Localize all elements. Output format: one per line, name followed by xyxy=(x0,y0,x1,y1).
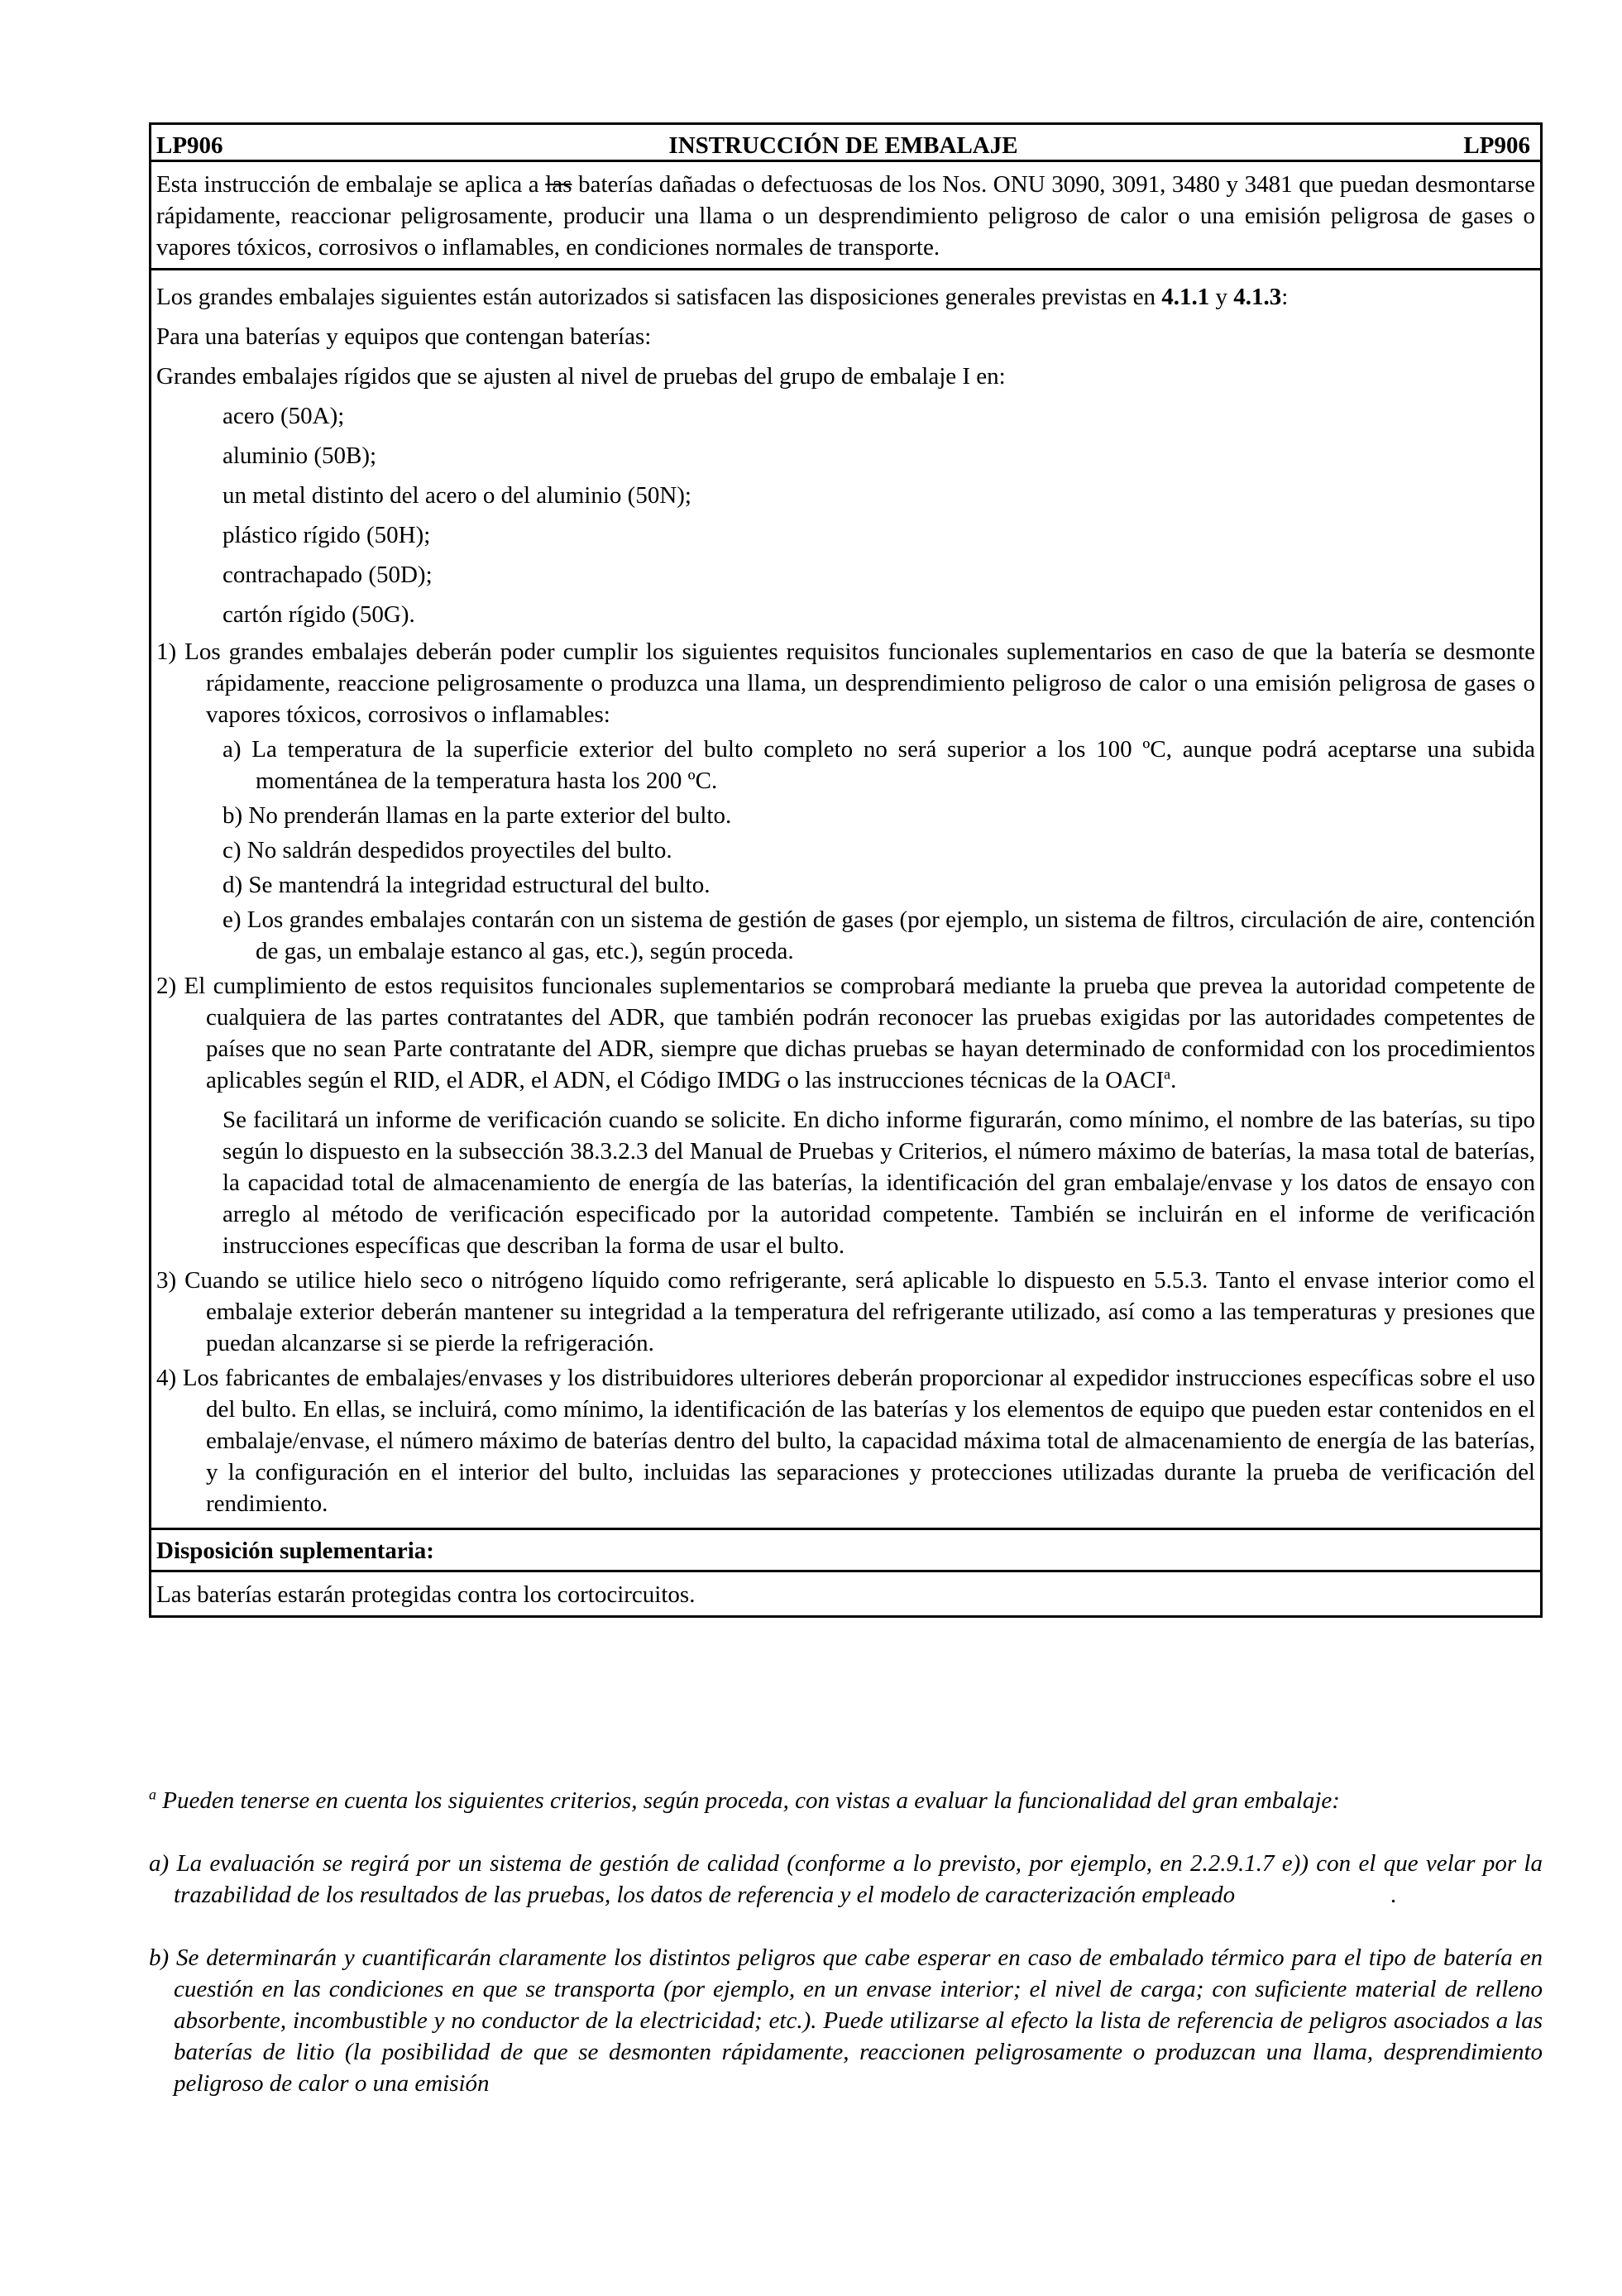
requirement-1: 1) Los grandes embalajes deberán poder cumplir los siguientes requisitos funcionales suplementarios en caso de que la batería se desmonte rápidamente, reaccione peligrosamente o produzca una llama, un desprendimiento peligroso de calor o una emisión peligrosa de gases o vapores tóxicos, corrosivos o inflamables: xyxy=(156,639,1535,728)
material-item: cartón rígido (50G). xyxy=(222,601,415,628)
code-left: LP906 xyxy=(156,132,223,159)
verification-report: Se facilitará un informe de verificación cuando se solicite. En dicho informe figurarán, como mínimo, el nombre de las baterías, su tipo según lo dispuesto en la subsección 38.3.2.3 del Manual de Pruebas y Criterios, el número máximo de baterías, la masa total de baterías, la capacidad total de almacenamiento de energía de las baterías, la identificación del gran embalaje/envase y los datos de ensayo con arreglo al método de verificación especificado por la autoridad competente. También se incluirán en el informe de verificación instrucciones específicas que describan la forma de usar el bulto. xyxy=(222,1107,1535,1259)
auth-pre: Los grandes embalajes siguientes están autorizados si satisfacen las disposiciones generales previstas en xyxy=(156,284,1162,310)
requirement-2 xyxy=(156,969,1535,1098)
requirement-4: 4) Los fabricantes de embalajes/envases y los distribuidores ulteriores deberán proporcionar al expedidor instrucciones específicas sobre el uso del bulto. En ellas, se incluirá, como mínimo, la identificación de las baterías y los elementos de equipo que pueden estar contenidos en el embalaje/envase, el número máximo de baterías dentro del bulto, la capacidad máxima total de almacenamiento de energía de las baterías, y la configuración en el interior del bulto, incluidas las separaciones y protecciones utilizadas durante la prueba de verificación del rendimiento. xyxy=(156,1365,1535,1517)
supplementary-text: Las baterías estarán protegidas contra los cortocircuitos. xyxy=(156,1581,696,1608)
scope-pre: Esta instrucción de embalaje se aplica a xyxy=(156,171,546,198)
packing-instruction-table xyxy=(149,122,1543,1618)
footnote-intro-text: Pueden tenerse en cuenta los siguientes criterios, según proceda, con vistas a evaluar la funcionalidad del gran embalaje: xyxy=(156,1787,1340,1814)
auth-ref-2: 4.1.3 xyxy=(1233,284,1282,310)
authorized-paragraph xyxy=(156,277,1535,317)
auth-post: : xyxy=(1281,284,1289,310)
requirement-1-item: d) Se mantendrá la integridad estructural del bulto. xyxy=(222,872,711,898)
requirement-2-end: . xyxy=(1170,1067,1177,1093)
material-item: un metal distinto del acero o del aluminio (50N); xyxy=(222,482,691,509)
material-item: plástico rígido (50H); xyxy=(222,522,431,548)
instruction-body xyxy=(151,270,1540,1528)
requirement-1-item: b) No prenderán llamas en la parte exterior del bulto. xyxy=(222,802,732,829)
requirement-1-item: a) La temperatura de la superficie exterior del bulto completo no será superior a los 100 ºC, aunque podrá aceptarse una subida momentánea de la temperatura hasta los 200 ºC. xyxy=(222,736,1535,794)
requirement-2-text: 2) El cumplimiento de estos requisitos funcionales suplementarios se comprobará mediante la prueba que prevea la autoridad competente de cualquiera de las partes contratantes del ADR, que también podrán reconocer las pruebas exigidas por las autoridades competentes de países que no sean Parte contratante del ADR, siempre que dichas pruebas se hayan determinado de conformidad con los procedimientos aplicables según el RID, el ADR, el ADN, el Código IMDG o las instrucciones técnicas de la OACI xyxy=(156,973,1535,1093)
material-item: acero (50A); xyxy=(222,403,345,429)
footnote-ref: a xyxy=(1164,1065,1171,1083)
table-header xyxy=(151,125,1540,160)
material-item: contrachapado (50D); xyxy=(222,562,433,588)
footnotes xyxy=(149,1785,1549,2131)
for-batteries-line: Para una baterías y equipos que contengan baterías: xyxy=(156,323,652,350)
footnote-b: b) Se determinarán y cuantificarán claramente los distintos peligros que cabe esperar en caso de embalado térmico para el tipo de batería en cuestión en las condiciones en que se transporta (por ejemplo, en un envase interior; el nivel de carga; con suficiente material de relleno absorbente, incombustible y no conductor de la electricidad; etc.). Puede utilizarse al efecto la lista de referencia de peligros asociados a las baterías de litio (la posibilidad de que se desmonten rápidamente, reaccionen peligrosamente o produzcan una llama, desprendimiento peligroso de calor o una emisión xyxy=(149,1944,1543,2097)
scope-struck-word: las xyxy=(545,171,572,198)
auth-mid: y xyxy=(1209,284,1234,310)
scope-text xyxy=(151,162,1540,268)
scope-post: baterías dañadas o defectuosas de los Nos. ONU 3090, 3091, 3480 y 3481 que puedan desmontarse rápidamente, reaccionar peligrosamente, producir una llama o un desprendimiento peligroso de calor o una emisión peligrosa de gases o vapores tóxicos, corrosivos o inflamables, en condiciones normales de transporte. xyxy=(156,171,1535,261)
requirement-1-item: c) No saldrán despedidos proyectiles del bulto. xyxy=(222,837,672,863)
requirement-3: 3) Cuando se utilice hielo seco o nitrógeno líquido como refrigerante, será aplicable lo dispuesto en 5.5.3. Tanto el envase interior como el embalaje exterior deberán mantener su integridad a la temperatura del refrigerante utilizado, así como a las temperaturas y presiones que puedan alcanzarse si se pierde la refrigeración. xyxy=(156,1267,1535,1356)
packing-instruction xyxy=(149,122,1543,1618)
rigid-intro: Grandes embalajes rígidos que se ajusten al nivel de pruebas del grupo de embalaje I en: xyxy=(156,363,1006,390)
code-right: LP906 xyxy=(1463,132,1530,159)
footnote-intro xyxy=(149,1785,1543,1816)
footnote-marker: a xyxy=(149,1786,156,1803)
auth-ref-1: 4.1.1 xyxy=(1161,284,1210,310)
footnote-a: a) La evaluación se regirá por un sistema de gestión de calidad (conforme a lo previsto, por ejemplo, en 2.2.9.1.7 e)) con el que velar por la trazabilidad de los resultados de las pruebas, los datos de referencia y el modelo de caracterización empleado . xyxy=(149,1850,1549,1908)
requirement-1-item: e) Los grandes embalajes contarán con un sistema de gestión de gases (por ejemplo, un sistema de filtros, circulación de aire, contención de gas, un embalaje estanco al gas, etc.), según proceda. xyxy=(222,906,1535,964)
page-title: INSTRUCCIÓN DE EMBALAJE xyxy=(668,132,1018,159)
material-item: aluminio (50B); xyxy=(222,442,377,469)
supplementary-heading: Disposición suplementaria: xyxy=(156,1538,434,1564)
